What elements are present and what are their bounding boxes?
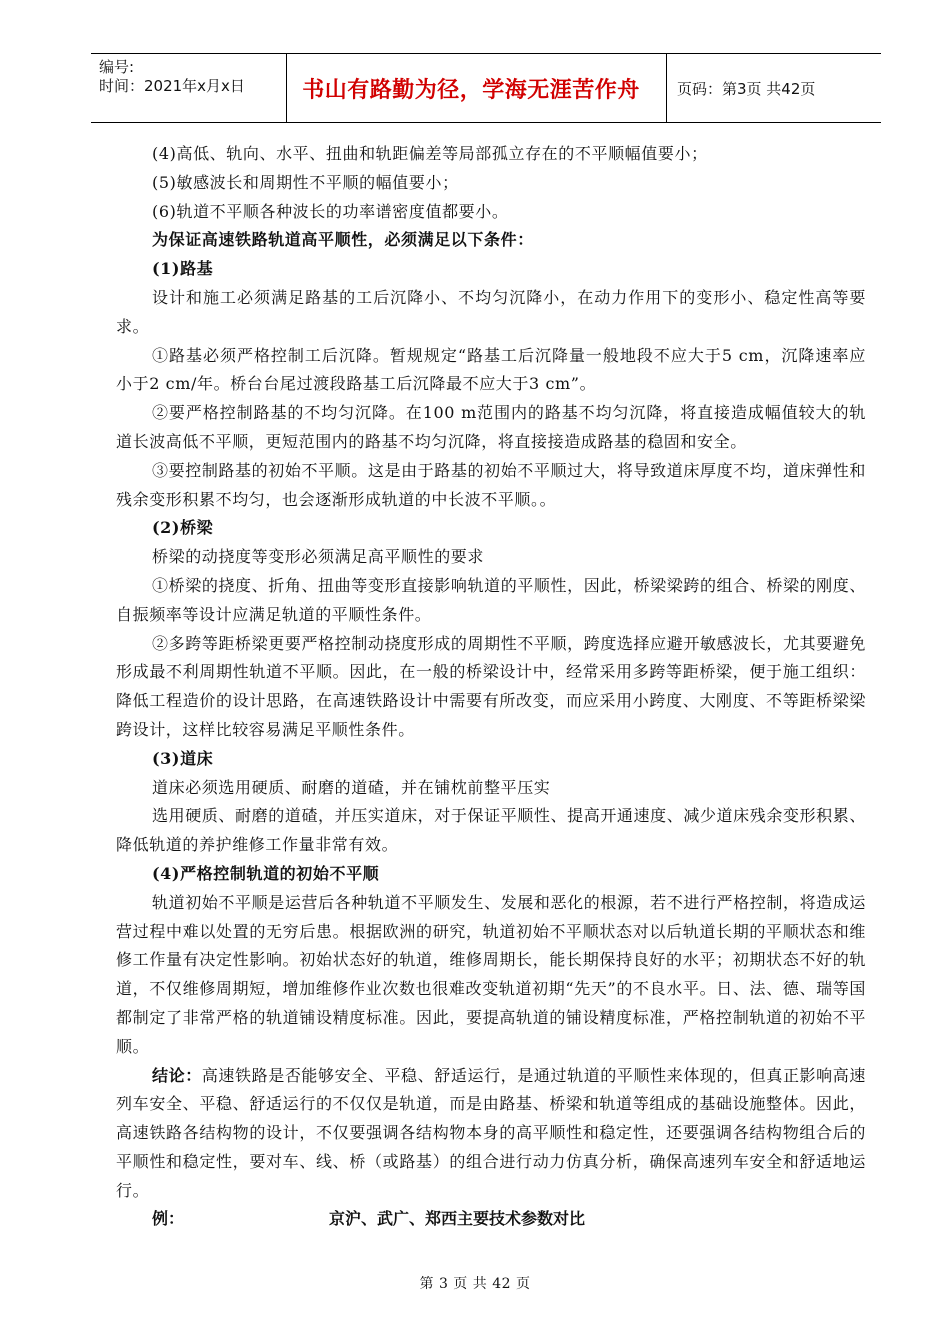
example-label: 例： xyxy=(152,1209,185,1229)
serial-number-label: 编号: xyxy=(99,58,135,76)
paragraph: ②要严格控制路基的不均匀沉降。在100 m范围内的路基不均匀沉降，将直接造成幅值较大的轨道长波高低不平顺，更短范围内的路基不均匀沉降，将直接接造成路基的稳固和安全。 xyxy=(116,403,866,451)
section-heading: 为保证高速铁路轨道高平顺性，必须满足以下条件： xyxy=(152,230,534,250)
header-page-info: 页码：第3页 共42页 xyxy=(677,79,816,98)
section-heading: (3)道床 xyxy=(152,748,214,768)
time-label: 时间：2021年x月x日 xyxy=(99,77,245,95)
header-divider-right xyxy=(666,54,667,122)
paragraph: 选用硬质、耐磨的道碴，并压实道床，对于保证平顺性、提高开通速度、减少道床残余变形积累、降低轨道的养护维修工作量非常有效。 xyxy=(116,806,866,855)
paragraph: 桥梁的动挠度等变形必须满足高平顺性的要求 xyxy=(152,547,485,567)
conclusion-text: 高速铁路是否能够安全、平稳、舒适运行，是通过轨道的平顺性来体现的，但真正影响高速列车安全、平稳、舒适运行的不仅仅是轨道，而是由路基、桥梁和轨道等组成的基础设施整体。因此，高速铁路各结构物的设计，不仅要强调各结构物本身的高平顺性和稳定性，还要强调各结构物组合后的平顺性和稳定性，要对车、线、桥（或路基）的组合进行动力仿真分析，确保高速列车安全和舒适地运行。 xyxy=(116,1065,866,1200)
header-motto: 书山有路勤为径，学海无涯苦作舟 xyxy=(302,77,640,103)
paragraph: ①路基必须严格控制工后沉降。暂规规定“路基工后沉降量一般地段不应大于5 cm，沉降速率应小于2 cm/年。桥台台尾过渡段路基工后沉降最不应大于3 cm”。 xyxy=(116,345,866,394)
paragraph: 轨道初始不平顺是运营后各种轨道不平顺发生、发展和恶化的根源，若不进行严格控制，将造成运营过程中难以处置的无穷后患。根据欧洲的研究，轨道初始不平顺状态对以后轨道长期的平顺状态和维修工作量有决定性影响。初始状态好的轨道，维修周期长，能长期保持良好的水平；初期状态不好的轨道，不仅维修周期短，增加维修作业次数也很难改变轨道初期“先天”的不良水平。日、法、德、瑞等国都制定了非常严格的轨道铺设精度标准。因此，要提高轨道的铺设精度标准，严格控制轨道的初始不平顺。 xyxy=(116,892,866,1056)
paragraph: (4)高低、轨向、水平、扭曲和轨距偏差等局部孤立存在的不平顺幅值要小； xyxy=(152,144,708,163)
paragraph: ③要控制路基的初始不平顺。这是由于路基的初始不平顺过大，将导致道床厚度不均，道床弹性和残余变形积累不均匀，也会逐渐形成轨道的中长波不平顺。。 xyxy=(116,460,866,509)
section-heading: (2)桥梁 xyxy=(152,518,214,538)
paragraph: ①桥梁的挠度、折角、扭曲等变形直接影响轨道的平顺性，因此，桥梁梁跨的组合、桥梁的刚度、自振频率等设计应满足轨道的平顺性条件。 xyxy=(116,575,866,624)
paragraph-list xyxy=(116,140,866,1062)
paragraph: (6)轨道不平顺各种波长的功率谱密度值都要小。 xyxy=(152,201,509,221)
conclusion-label: 结论： xyxy=(152,1065,202,1085)
page-header xyxy=(91,53,881,123)
paragraph: 道床必须选用硬质、耐磨的道碴，并在铺枕前整平压实 xyxy=(152,777,551,797)
paragraph: (5)敏感波长和周期性不平顺的幅值要小； xyxy=(152,172,459,192)
page-footer: 第 3 页 共 42 页 xyxy=(419,1276,531,1292)
paragraph: 设计和施工必须满足路基的工后沉降小、不均匀沉降小，在动力作用下的变形小、稳定性高等要求。 xyxy=(116,287,866,336)
example-line xyxy=(116,1205,866,1234)
section-heading: (1)路基 xyxy=(152,259,214,279)
paragraph: ②多跨等距桥梁更要严格控制动挠度形成的周期性不平顺，跨度选择应避开敏感波长，尤其要避免形成最不利周期性轨道不平顺。因此，在一般的桥梁设计中，经常采用多跨等距桥梁，便于施工组织：降低工程造价的设计思路，在高速铁路设计中需要有所改变，而应采用小跨度、大刚度、不等距桥梁梁跨设计，这样比较容易满足平顺性条件。 xyxy=(116,633,866,739)
document-body xyxy=(116,140,866,1234)
header-meta xyxy=(99,58,245,96)
example-title: 京沪、武广、郑西主要技术参数对比 xyxy=(329,1209,586,1229)
conclusion-paragraph xyxy=(116,1062,866,1206)
section-heading: (4)严格控制轨道的初始不平顺 xyxy=(152,863,380,883)
